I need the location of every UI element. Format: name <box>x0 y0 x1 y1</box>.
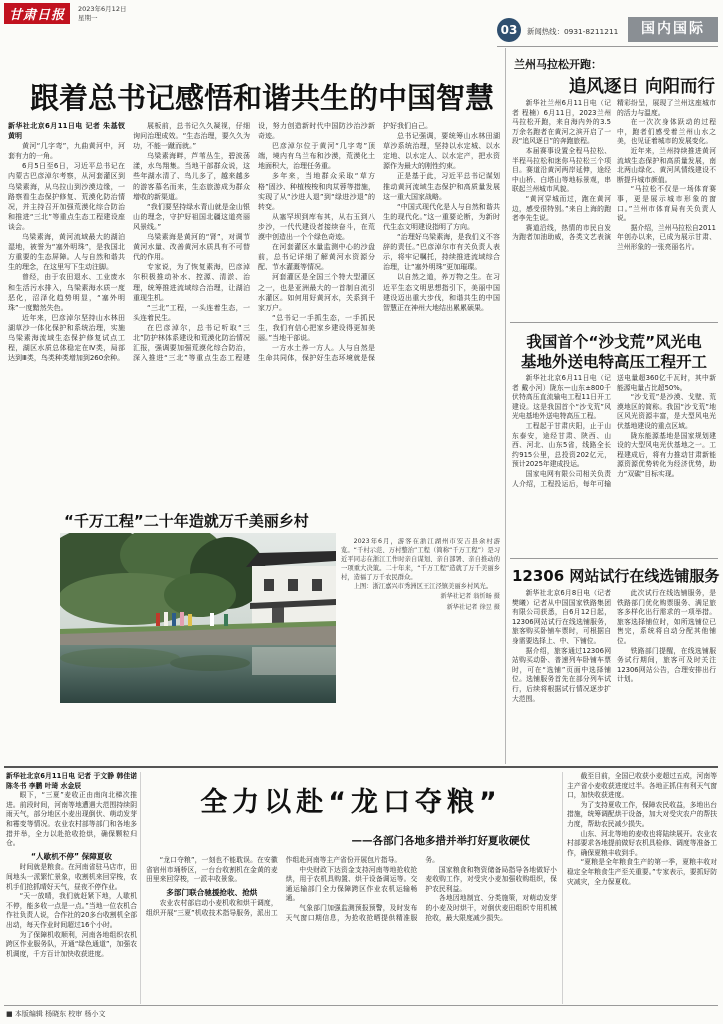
article-paragraph: “治理好乌梁素海，是我们义不容辞的责任。”巴彦淖尔市有关负责人表示，将牢记嘱托，持续推进流域综合治理，让“塞外明珠”更加璀璨。 <box>383 233 500 272</box>
article-paragraph: 正是基于此，习近平总书记谋划推动黄河流域生态保护和高质量发展这一重大国家战略。 <box>383 172 500 201</box>
caption-paragraphs <box>341 538 500 591</box>
article-paragraph: 从塞罕坝到库布其，从右玉到八步沙，一代代建设者接续奋斗，在荒漠中创造出一个个绿色奇迹。 <box>258 212 375 242</box>
article-paragraph: 眼下，“三夏”麦收正由南向北梯次推进。前段时间，河南等地遭遇大范围持续阴雨天气，部分地区小麦出现倒伏、萌动发芽和霉变等情况。农业农村部等部门和各地多措并举，全力以赴抢收抢烘，确保颗粒归仓。 <box>6 791 137 848</box>
article-paragraph: 专家说，为了恢复素海，巴彦淖尔积极推动补水、控源、清淤、治理，统筹推进流域综合治理，让湖泊重现生机。 <box>133 263 250 302</box>
harvest-left-intro <box>6 791 137 849</box>
article-paragraph: 时间就是粮食。在河南省驻马店市，田间地头一派繁忙景象，收割机来回穿梭，农机手们抢抓晴好天气，昼夜不停作业。 <box>6 863 137 891</box>
article-paragraph: “天一放晴，我们就赶紧下地，人歇机不停，能多收一点是一点。”当地一位农机合作社负责人说，合作社的20多台收割机全部出动，每天作业时间超过16个小时。 <box>6 892 137 929</box>
article-paragraph: 在巴彦淖尔，总书记听取“三北”防护林体系建设和荒漠化防治情况汇报，强调要加强荒漠化综合防治，深入推进“三北”等重点生态工程建设，努力创造新时代中国防沙治沙新奇迹。 <box>133 122 375 363</box>
article-paragraph: 巴彦淖尔位于黄河“几字弯”顶端，境内有乌兰布和沙漠，荒漠化土地面积大，治理任务重。 <box>258 142 375 171</box>
newspaper-logo: 甘肃日报 <box>4 3 70 24</box>
main-article-paragraphs <box>8 121 500 363</box>
article-paragraph: 据介绍，兰州马拉松自2011年创办以来，已成为展示甘肃、兰州形象的一张亮丽名片。 <box>617 223 716 251</box>
photo-caption <box>341 538 500 700</box>
photo-feature-title: “千万工程”二十年造就万千美丽乡村 <box>64 512 309 530</box>
village-canal-photo <box>60 533 336 703</box>
issue-date <box>78 5 126 23</box>
date-text: 2023年6月12日 <box>78 5 127 13</box>
article-paragraph: 气象部门加强监测预报预警，及时发布天气窗口期信息，为抢收抢晒提供精准服务。 <box>285 856 439 922</box>
footer-divider <box>4 1005 718 1006</box>
harvest-headline: 全力以赴“龙口夺粮” <box>200 787 502 818</box>
harvest-left-body <box>6 863 137 959</box>
caption-paragraph: 上图：浙江嘉兴市秀洲区王江泾镇美丽乡村风光。 <box>353 582 493 590</box>
harvest-right-column <box>567 772 717 1004</box>
article-paragraph: “中国式现代化是人与自然和谐共生的现代化。”这一重要论断，为新时代生态文明建设指明了方向。 <box>383 202 500 231</box>
article-paragraph: “三北”工程，一头连着生态，一头连着民生。 <box>133 303 250 322</box>
article-paragraph: 新华社北京6月8日电（记者 樊曦）记者从中国国家铁路集团有限公司获悉，自6月12日起，12306网站试行在线选铺服务，旅客购买卧铺车票时，可根据自身需要选择上、中、下铺位。 <box>512 589 611 645</box>
weekday-text: 星期一 <box>78 14 98 22</box>
article-paragraph: “总书记一手抓生态，一手抓民生，我们有信心把家乡建设得更加美丽。”当地干部说。 <box>258 313 375 342</box>
harvest-middle-intro <box>146 856 278 885</box>
article-paragraph: 近年来，巴彦淖尔坚持山水林田湖草沙一体化保护和系统治理，实施乌梁素海流域生态保护修复试点工程，湖区水质总体稳定在Ⅳ类，局部达到Ⅲ类，鸟类种类增加到260余种。 <box>8 313 125 363</box>
harvest-subhead: “人歇机不停” 保障夏收 <box>31 851 112 861</box>
main-headline: 跟着总书记感悟和谐共生的中国智慧 <box>30 81 495 115</box>
harvest-left-column <box>6 772 137 1004</box>
article-divider <box>510 322 718 323</box>
article-paragraph: 乌梁素海，黄河流域最大的湖泊湿地，被誉为“塞外明珠”，是我国北方重要的生态屏障。人与自然和谐共生的理念，在这里写下生动注脚。 <box>8 233 125 272</box>
article-paragraph: 国家粮食和物资储备局指导各地做好小麦收购工作，对受灾小麦加强收购组织，保护农民利益。 <box>425 865 557 893</box>
article-paragraph: “马拉松不仅是一场体育赛事，更是展示城市形象的窗口。”兰州市体育局有关负责人说。 <box>617 185 716 223</box>
article-paragraph: 工程起于甘肃庆阳，止于山东泰安，途经甘肃、陕西、山西、河北、山东5省，线路全长约915公里，总投资202亿元，预计2025年建成投运。 <box>512 421 611 469</box>
news-hotline: 新闻热线：0931-8211211 <box>527 27 619 36</box>
marathon-article-body <box>512 99 716 317</box>
caption-paragraph: 2023年6月，游客在浙江湖州市安吉县余村游览。“千村示范、万村整治”工程（简称“千万工程”）是习近平同志在浙江工作时亲自谋划、亲自部署、亲自推动的一项重大决策。二十年来，“千万工程”造就了万千美丽乡村，造福了万千农民群众。 <box>341 538 500 581</box>
page-number-badge: 03 <box>497 18 521 42</box>
article-paragraph: 本届赛事设置全程马拉松、半程马拉松和迷你马拉松三个项目。赛道沿黄河两岸延伸，途经中山桥、白塔山等地标景观，串联起兰州城市风貌。 <box>512 146 611 194</box>
harvest-subhead: 多部门联合驰援抢收、抢烘 <box>166 887 258 897</box>
column-divider <box>140 772 141 1004</box>
article-paragraph: 各地因地制宜、分类施策，对萌动发芽的小麦及时烘干，对倒伏麦田组织专用机械抢收，最大限度减少损失。 <box>425 894 557 922</box>
article-paragraph: 此次试行在线选铺服务，是铁路部门优化购票服务、满足旅客多样化出行需求的一项举措。旅客选择铺位时，如所选铺位已售完，系统将自动分配其他铺位。 <box>617 589 716 645</box>
harvest-byline: 新华社北京6月11日电 记者 于文静 韩佳诺 陈冬书 李鹏 叶琦 水金辰 <box>6 772 137 790</box>
harvest-middle-columns <box>146 856 557 1004</box>
article-paragraph: 山东、河北等地的麦收也将陆续展开。农业农村部要求各地提前做好农机具检修、调度等准备工作，确保夏粮丰收到手。 <box>567 829 717 857</box>
article-paragraph: 6月5日至6日，习近平总书记在内蒙古巴彦淖尔考察，从河套灌区到乌梁素海，从乌拉山到沙漠边缘，一路察看生态保护修复、荒漠化防治情况，并主持召开加强荒漠化综合防治和推进“三北”等重点生态工程建设座谈会。 <box>8 162 125 231</box>
article-paragraph: “黄河穿城而过，跑在黄河边，感受很特别。”来自上海的跑者李先生说。 <box>512 194 611 223</box>
article-paragraph: 乌梁素海是黄河的“肾”，对调节黄河水量、改善黄河水质具有不可替代的作用。 <box>133 233 250 262</box>
article-paragraph: 乌梁素海畔，芦苇丛生，碧波荡漾，水鸟翔集。当地干部群众说，这些年湖水清了、鸟儿多了，越来越多的游客慕名而来，生态旅游成为群众增收的新渠道。 <box>133 152 250 201</box>
page-editors: ■ 本版编辑 杨晓东 校审 杨小文 <box>6 1010 106 1018</box>
article-paragraph: 截至目前，全国已收获小麦超过五成，河南等主产省小麦收获进度过半。各地正抓住有利天气窗口，加快收获进度。 <box>567 772 717 800</box>
article-paragraph: 陇东能源基地是国家规划建设的大型风电光伏基地之一。工程建成后，将有力推动甘肃新能源资源优势转化为经济优势，助力“双碳”目标实现。 <box>617 431 716 478</box>
section-divider <box>4 766 718 768</box>
article-paragraph: 总书记强调，要统筹山水林田湖草沙系统治理，坚持以水定城、以水定地、以水定人、以水定产，把水资源作为最大的刚性约束。 <box>383 132 500 171</box>
uhv-headline-line2: 基地外送电特高压工程开工 <box>520 353 707 371</box>
article-paragraph: “龙口夺粮”，一刻也不能耽误。在安徽省宿州市埇桥区，一台台收割机在金黄的麦田里来回穿梭，一派丰收景象。 <box>146 856 278 884</box>
rail-article-body <box>512 589 716 763</box>
article-paragraph: 为了支持夏收工作，保障农民收益，多地出台措施，统筹调配烘干设备，加大对受灾农户的帮扶力度，帮助农民减少损失。 <box>567 800 717 828</box>
marathon-headline: 追风逐日 向阳而行 <box>568 77 715 97</box>
article-paragraph: 新华社北京6月11日电（记者 戴小河）陇东—山东±800千伏特高压直流输电工程11日开工建设。这是我国首个“沙戈荒”风光电基地外送电特高压工程。 <box>512 374 611 421</box>
article-paragraph: 中央财政下达资金支持河南等地抢收抢烘，用于农机具购置、烘干设备调运等。交通运输部门全力保障跨区作业农机运输畅通。 <box>285 865 418 903</box>
article-paragraph: 黄河“几字弯”，九曲黄河中，河套有力的一角。 <box>8 142 125 161</box>
article-paragraph: 据介绍，旅客通过12306网站购买动卧、普速列车卧铺车票时，可在“选铺”页面中选择铺位。选铺服务首先在部分列车试行，后续将根据试行情况逐步扩大范围。 <box>512 646 611 703</box>
article-paragraph: 河套灌区是全国三个特大型灌区之一，也是亚洲最大的一首制自流引水灌区。如何用好黄河水，关系到千家万户。 <box>258 273 375 312</box>
harvest-subtitle: ——各部门各地多措并举打好夏收硬仗 <box>351 835 530 847</box>
article-paragraph: 在一次次身体跃动的过程中，跑者们感受着兰州山水之美，也见证着城市的发展变化。 <box>617 118 716 146</box>
header-divider <box>497 46 718 47</box>
article-paragraph: 铁路部门提醒，在线选铺服务试行期间，旅客可及时关注12306网站公告，合理安排出行计划。 <box>617 646 716 684</box>
article-paragraph: 农业农村部启动小麦机收和烘干调度，组织开展“三夏”机收技术指导服务，派出工作组赴河南等主产省份开展包片指导。 <box>146 856 402 917</box>
article-paragraph: 赛道沿线，热情的市民自发为跑者加油助威，各类文艺表演精彩纷呈，展现了兰州这座城市的活力与温度。 <box>512 99 716 242</box>
article-paragraph: “我们要坚持绿水青山就是金山银山的理念，守护好祖国北疆这道亮丽风景线。” <box>133 202 250 231</box>
column-divider <box>505 48 506 764</box>
article-paragraph: 以自然之道，养万物之生。在习近平生态文明思想指引下，美丽中国建设迈出重大步伐，和谐共生的中国智慧正在神州大地结出累累硕果。 <box>383 273 500 312</box>
article-paragraph: 新华社兰州6月11日电（记者 程楠）6月11日，2023兰州马拉松开跑，来自海内外的3.5万余名跑者在黄河之滨开启了一段“追风逐日”的奔跑旅程。 <box>512 99 611 146</box>
article-paragraph: 国家电网有限公司相关负责人介绍，工程投运后，每年可输送电量超360亿千瓦时，其中新能源电量占比超50%。 <box>512 374 716 488</box>
article-paragraph: 多年来，当地群众采取“草方格”固沙、种植梭梭和肉苁蓉等措施，实现了从“沙进人退”到“绿进沙退”的转变。 <box>258 172 375 211</box>
article-paragraph: 展板前，总书记久久凝视，仔细询问治理成效。“生态治理，要久久为功，不能一蹴而就。” <box>133 122 250 151</box>
article-paragraph: 在河套灌区水量监测中心的沙盘前，总书记详细了解黄河水资源分配、节水灌溉等情况。 <box>258 243 375 272</box>
main-article-byline: 新华社北京6月11日电 记者 朱基钗 黄明 <box>8 122 125 141</box>
article-paragraph: 为了保障机收顺利，河南各地组织农机跨区作业服务队，开通“绿色通道”，加强农机调度，千方百计加快收获进度。 <box>6 930 137 958</box>
photo-credit: 新华社记者 徐昱 摄 <box>446 604 500 612</box>
article-divider <box>510 558 718 559</box>
rail-headline: 12306 网站试行在线选铺服务 <box>512 567 720 585</box>
article-paragraph: 一方水土养一方人。人与自然是生命共同体，保护好生态环境就是保护好我们自己。 <box>258 122 432 363</box>
column-divider <box>562 772 563 1004</box>
uhv-article-body <box>512 374 716 554</box>
marathon-kicker: 兰州马拉松开跑： <box>514 58 602 71</box>
article-paragraph: “沙戈荒”是沙漠、戈壁、荒漠地区的简称。我国“沙戈荒”地区风光资源丰富，是大型风电光伏基地建设的重点区域。 <box>617 393 716 430</box>
uhv-headline-line1: 我国首个“沙戈荒”风光电 <box>526 333 702 351</box>
section-label: 国内国际 <box>628 17 718 42</box>
article-paragraph: 近年来，兰州持续推进黄河流域生态保护和高质量发展，南北两山绿化、黄河风情线建设不断提升城市颜值。 <box>617 146 716 184</box>
main-article-body <box>8 121 500 507</box>
article-paragraph: “夏粮是全年粮食生产的第一季，夏粮丰收对稳定全年粮食生产至关重要。”专家表示，要抓好防灾减灾，全力保夏收。 <box>567 858 717 886</box>
article-paragraph: 曾经，由于农田退水、工业废水和生活污水排入，乌梁素海水质一度恶化，沼泽化趋势明显，“塞外明珠”一度黯然失色。 <box>8 273 125 312</box>
photo-credit: 新华社记者 翁忻旸 摄 <box>440 593 500 601</box>
